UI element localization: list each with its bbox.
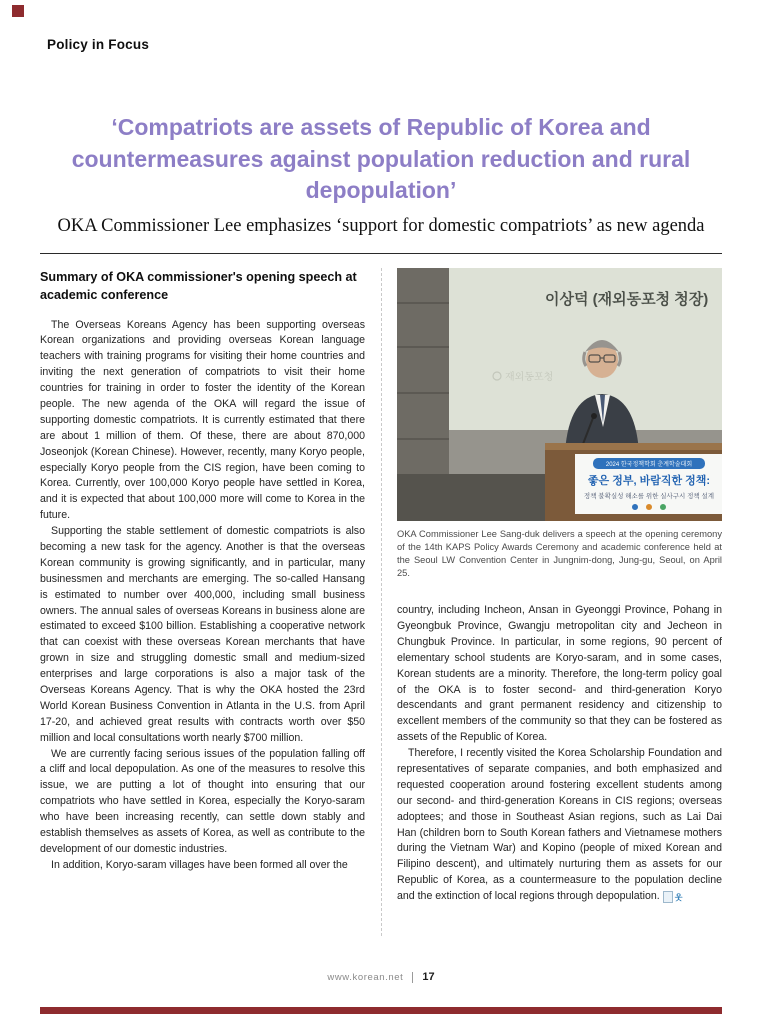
right-column-text	[397, 603, 722, 905]
paragraph: country, including Incheon, Ansan in Gyeonggi Province, Pohang in Gyeongbuk Province, Gwangju metropolitan city and Jecheon in Chungbuk Province. In particular, in some regions, 90 percent of elementary school students are Koryo-saram, and in some cases, Korean students are a minority. Therefore, the long-term policy goal of the OKA is to foster second- and third-generation Koryo descendants and grant permanent residency and citizenship to excellent members of the community so that they can be fostered as assets of the Republic of Korea.	[397, 604, 722, 744]
site-url[interactable]: www.korean.net	[327, 972, 404, 983]
paragraph: The Overseas Koreans Agency has been supporting overseas Korean organizations and providing overseas Korean language teachers with training programs for visiting their home countries and inviting the next generation of compatriots to visit their home countries for training in order to foster the identity of the Korean people. The new agenda of the OKA will regard the issue of supporting domestic compatriots. It is currently estimated that there are about 1 million of them. Of these, there are about 870,000 Joseonjok (Korean Chinese). However, recently, many Koryo people, especially Koryo people from the CIS region, have been coming to Korea. Currently, over 100,000 Koryo people have settled in Korea, and it is expected that about 100,000 more will come to Korea in the future.	[40, 318, 365, 522]
paragraph: Supporting the stable settlement of domestic compatriots is also becoming a new task for the agency. Another is that the overseas Korean community is growing significantly, and in particular, many businessmen and merchants are emerging. The so-called Hansang is estimated to number over 400,000, including small business owners. The annual sales of overseas Koreans in business alone are estimated to exceed $100 billion. Establishing a cooperative network that can coexist with these overseas Korean merchants that have grown in size and struggling domestic small and medium-sized enterprises and large corporations is also a major task of the Overseas Koreans Agency. That is why the OKA hosted the 23rd World Korean Business Convention in Atlanta in the U.S. from April 17-20, and achieved great results with contracts worth over $50 million and local consultations worth nearly $700 million.	[40, 525, 365, 744]
paragraph	[397, 746, 722, 905]
page-number: 17	[422, 971, 435, 983]
podium-banner-subtitle-text: 정책 불확실성 해소를 위한 실사구시 정책 설계	[583, 493, 715, 500]
corner-accent-square	[12, 5, 24, 17]
column-divider	[381, 268, 382, 936]
article-subtitle: OKA Commissioner Lee emphasizes ‘support for domestic compatriots’ as new agenda	[57, 216, 705, 236]
article-headline: ‘Compatriots are assets of Republic of Korea and countermeasures against population reduction and rural depopulation’	[71, 114, 691, 204]
photo-illustration	[397, 268, 722, 521]
bottom-accent-bar	[40, 1007, 722, 1014]
article-photo	[397, 268, 722, 521]
end-mark-icon: 웃	[663, 891, 673, 903]
podium-banner-title-text: 좋은 정부, 바람직한 정책:	[587, 475, 711, 487]
header-rule	[40, 253, 722, 254]
column-heading: Summary of OKA commissioner's opening speech at academic conference	[40, 270, 357, 303]
screen-watermark-text: 재외동포청	[505, 372, 554, 383]
screen-name-text: 이상덕 (재외동포청 청장)	[545, 291, 709, 308]
paragraph: We are currently facing serious issues of the population falling off a cliff and local depopulation. As one of the measures to resolve this issue, we are putting a lot of thought into ensuring that our compatriots who have settled in Korea, especially the Koryo-saram who have been increasing recently, can settle down stably and establish themselves as assets of Korea, as well as contribute to the development of our domestic industries.	[40, 747, 365, 855]
photo-foreground-table	[397, 474, 559, 521]
section-label: Policy in Focus	[47, 37, 150, 52]
right-column	[397, 268, 722, 905]
photo-caption: OKA Commissioner Lee Sang-duk delivers a speech at the opening ceremony of the 14th KAPS Policy Awards Ceremony and academic conference held at the Seoul LW Convention Center in Jungnim-dong, Jung-gu, Seoul, on April 25.	[397, 529, 722, 579]
footer-divider	[412, 972, 413, 983]
left-column	[40, 268, 365, 874]
paragraph-text: Therefore, I recently visited the Korea Scholarship Foundation and representatives of separate companies, and both emphasized and requested cooperation around fostering excellent students among our second- and third-generation Koreans in CIS regions; overseas adoptees; and those in Southeast Asian regions, such as Lai Dai Han (children born to South Korean fathers and Vietnamese mothers during the Vietnam War) and Kopino (people of mixed Korean and Filipino descent), and ultimately nurturing them as assets for our Republic of Korea, as a countermeasure to the population decline and the extinction of local regions through depopulation.	[397, 747, 722, 903]
page-footer	[0, 971, 762, 983]
podium-banner-top-text: 2024 한국정책학회 춘계학술대회	[605, 462, 693, 468]
paragraph: In addition, Koryo-saram villages have been formed all over the	[51, 858, 348, 871]
